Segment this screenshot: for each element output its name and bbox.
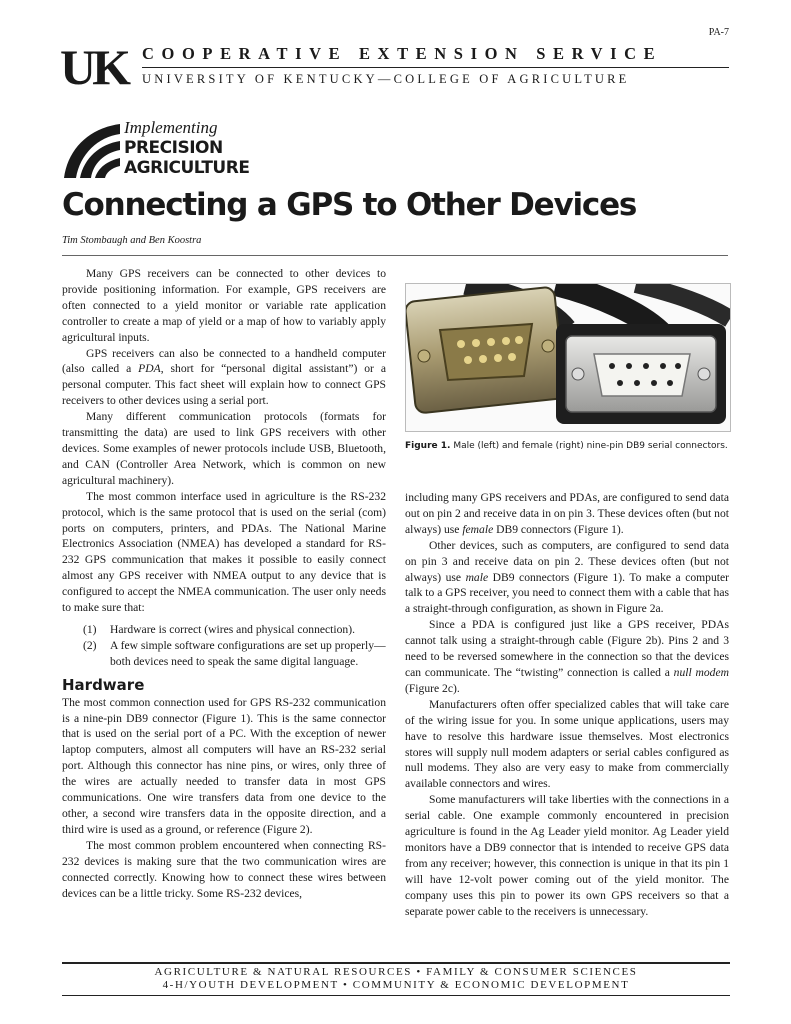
article-title: Connecting a GPS to Other Devices [62, 187, 637, 223]
footer-programs-line-2: 4-H/YOUTH DEVELOPMENT • COMMUNITY & ECONOMIC DEVELOPMENT [162, 979, 630, 991]
paragraph: The most common connection used for GPS RS-232 communication is a nine-pin DB9 connector (Figure 1). This is the same connector that is used on the serial port of a PC. With the exception of newer laptop computers, almost all computers will have an RS-232 serial port. Although this connector has nine pins, or wires, only three of the wires are actually needed to transfer data in most GPS communications. One wire transfers data from one device to the other, a second wire transfers data in the opposite direction, and a third wire is used as a ground, or reference (Figure 2). [62, 695, 386, 836]
list-item: (2) A few simple software configurations are set up properly—both devices need to speak the same digital language. [83, 638, 386, 668]
paragraph: The most common problem encountered when connecting RS-232 devices is making sure that the two communication wires are connected correctly. Knowing how to connect these wires between devices can be a little tricky. Some RS-232 devices, [62, 838, 386, 900]
series-line-1: PRECISION [124, 138, 223, 158]
paragraph: Some manufacturers will take liberties with the connections in a serial cable. One example commonly encountered in precision agriculture is found in the Ag Leader yield monitor. Ag Leader yield monitors have a DB9 connector that is intended to receive GPS data from any receiver; however, this connection is unique in that its pin 1 will have 12-volt power coming out of the yield monitor. The company uses this pin to power its own GPS receivers so that a separate power cable to the receivers is unnecessary. [405, 793, 729, 918]
section-heading-hardware: Hardware [62, 675, 145, 694]
list-item: (1) Hardware is correct (wires and physical connection). [83, 622, 355, 636]
paragraph: The most common interface used in agriculture is the RS-232 protocol, which is the same protocol that is used on the serial (com) ports on computers, printers, and PDAs. The National Marine Electronics Association (NMEA) has developed a standard for RS-232 GPS communication that makes it possible to easily connect almost any GPS receiver with NMEA output to any device that is configured to accept the NMEA communication. The user only needs to make sure that: [62, 489, 386, 615]
article-authors: Tim Stombaugh and Ben Koostra [62, 235, 202, 246]
paragraph: including many GPS receivers and PDAs, are configured to send data out on pin 2 and receive data in on pin 3. These devices often (but not always) use female DB9 connectors (Figure 1). [405, 491, 729, 536]
footer-programs-line-1: AGRICULTURE & NATURAL RESOURCES • FAMILY & CONSUMER SCIENCES [154, 966, 638, 978]
uk-logo-text: UK [60, 42, 127, 88]
female-connector [556, 324, 726, 424]
paragraph: Manufacturers often offer specialized cables that will take care of the wiring issue for you. In some unique applications, users may have to resolve this hardware issue themselves. Most electronics stores will supply null modem adapters or serial cables configured as null modems. They also are very easy to make from commercially available connectors and wires. [405, 697, 729, 791]
figure-1-photo [405, 283, 731, 432]
footer-rule [62, 962, 730, 964]
extension-service-title: COOPERATIVE EXTENSION SERVICE [142, 44, 663, 63]
footer-rule-bottom [62, 995, 730, 996]
series-implementing-label: Implementing [124, 118, 218, 137]
university-college-line: UNIVERSITY OF KENTUCKY—COLLEGE OF AGRICULTURE [142, 72, 630, 86]
paragraph: GPS receivers can also be connected to a handheld computer (also called a PDA, short for “personal digital assistant”) or a personal computer. This fact sheet will explain how to connect GPS receivers to other devices using a serial port. [62, 346, 386, 408]
paragraph: Many GPS receivers can be connected to other devices to provide positioning information. For example, GPS receivers are often connected to a yield monitor or variable rate application controller to create a map of yield or a map of how to variably apply agricultural inputs. [62, 267, 386, 344]
title-rule [62, 255, 728, 256]
requirements-list [62, 622, 386, 670]
uk-logo [60, 42, 134, 88]
left-column [62, 266, 386, 901]
paragraph: Many different communication protocols (formats for transmitting the data) are used to link GPS receivers with other devices. Some examples of newer protocols include USB, Bluetooth, and CAN (Controller Area Network, which is common on new agricultural machinery). [62, 410, 386, 487]
publication-code: PA-7 [708, 27, 729, 38]
paragraph: Since a PDA is configured just like a GPS receiver, PDAs cannot talk using a straight-through cable (Figure 2b). Pins 2 and 3 need to be reversed somewhere in the connection so that the devices can communicate. The “twisting” connection is called a null modem (Figure 2c). [405, 618, 729, 695]
series-line-2: AGRICULTURE [124, 158, 250, 178]
series-name [124, 138, 249, 178]
male-connector [406, 287, 565, 414]
paragraph: Other devices, such as computers, are configured to send data on pin 3 and receive data on pin 2. These devices often (but not always) use male DB9 connectors (Figure 1). To make a computer talk to a GPS receiver, you need to connect them with a cable that has a straight-through configuration, as shown in Figure 2a. [405, 538, 729, 616]
figure-1-caption: Figure 1. Male (left) and female (right) nine-pin DB9 serial connectors. [405, 441, 728, 451]
right-column [405, 490, 729, 919]
header-rule [142, 67, 729, 68]
